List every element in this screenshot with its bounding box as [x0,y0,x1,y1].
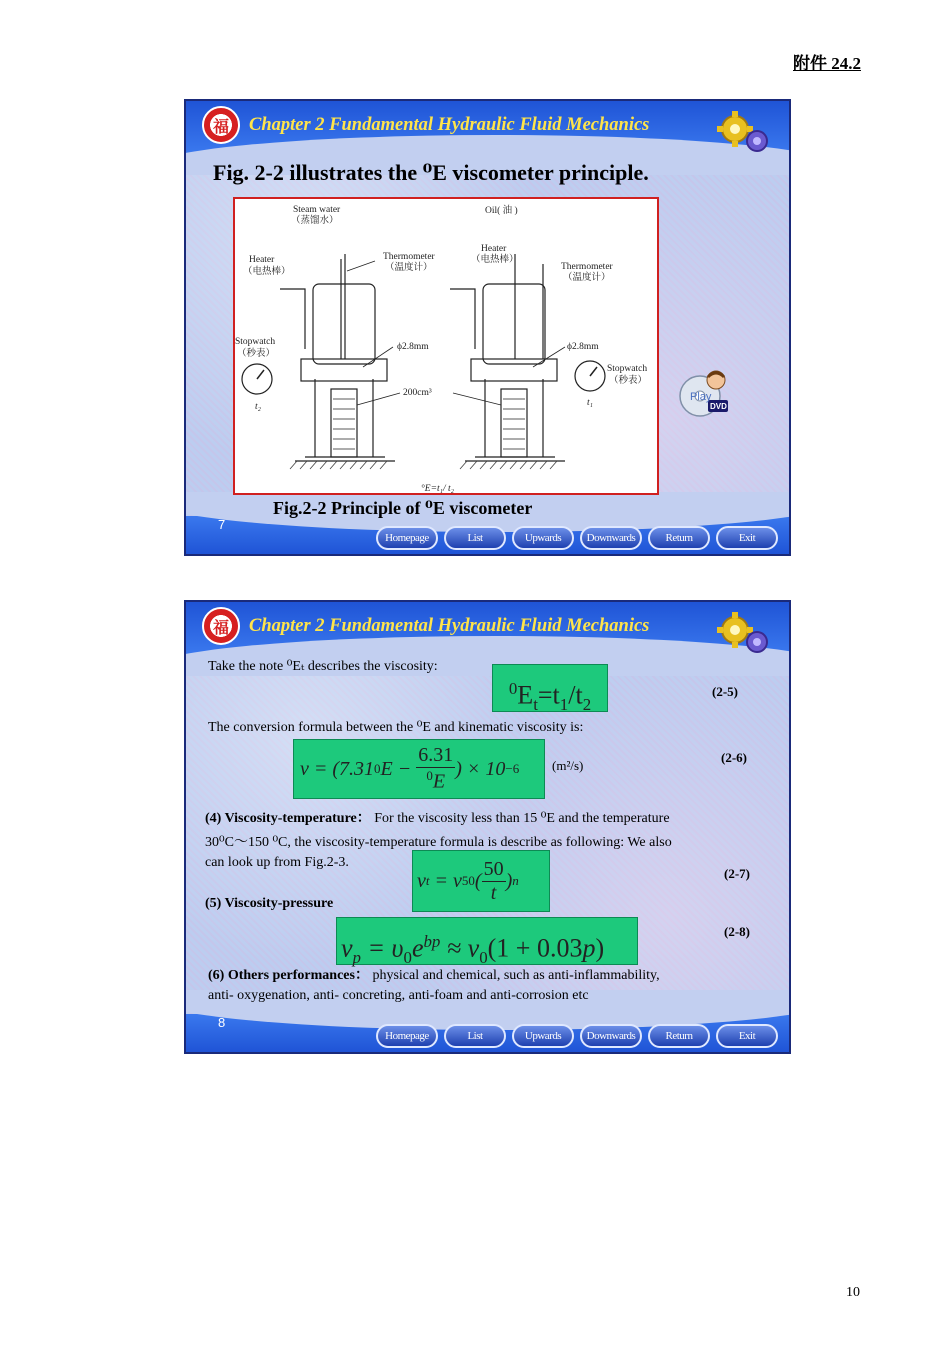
label-thermometer-right: Thermometer [561,262,613,272]
upwards-button[interactable]: Upwards [512,1024,574,1048]
return-button[interactable]: Return [648,1024,710,1048]
play-dvd-button[interactable] [676,366,730,422]
slide-heading: Fig. 2-2 illustrates the ⁰E viscometer principle. [213,160,649,185]
viscosity-temperature-line2: 30⁰C～150 ⁰C, the viscosity-temperature formula is describe as following: We also [205,835,672,850]
slide-title: Chapter 2 Fundamental Hydraulic Fluid Mechanics [249,616,650,636]
equation-label-2-8: (2-8) [724,924,750,939]
label-thermometer-right-cn: （温度计） [563,273,611,283]
other-performances-para [208,964,660,984]
unit-label: (m²/s) [552,758,584,773]
label-stopwatch-left: Stopwatch [235,337,276,347]
label-oil: Oil( 油 ) [485,206,518,216]
equation-2-8: $\nu_p = \upsilon_0e^{bp} \approx \nu_0(1 + 0.03p)$ [336,917,638,965]
equation-2-5: $^0E_t=t_1/t_2$ [492,664,608,712]
viscometer-figure [233,197,659,495]
list-button[interactable]: List [444,526,506,550]
other-performances-text: physical and chemical, such as anti-inflammability, [372,968,660,983]
upwards-button[interactable]: Upwards [512,526,574,550]
slide-7 [184,99,791,556]
dvd-play-label: Play [690,391,712,403]
slide-number: 7 [218,517,226,532]
university-logo: 福 [202,106,240,144]
conversion-line: The conversion formula between the ⁰E and kinematic viscosity is: [208,720,584,735]
intro-line: Take the note ⁰Eₜ describes the viscosity: [208,659,438,674]
equation-2-6: ν = (7.31 0 E − $\frac{6.31}{^0E}$ ) × 10 −6 [293,739,545,799]
equation-label-2-6: (2-6) [721,750,747,765]
viscosity-temperature-line3: can look up from Fig.2-3. [205,855,349,870]
equation-2-7: ν t = ν 50 ( $\frac{50}{t}$ ) n [412,850,550,912]
slide-8 [184,600,791,1054]
slide-navigation [376,1024,778,1048]
annex-label: 附件 24.2 [793,54,861,73]
viscosity-temperature-heading: (4) Viscosity-temperature： [205,811,371,826]
label-thermometer-left: Thermometer [383,252,435,262]
label-steam-water-cn: （蒸馏水） [291,216,339,226]
list-button[interactable]: List [444,1024,506,1048]
page-number: 10 [846,1285,860,1300]
return-button[interactable]: Return [648,526,710,550]
figure-caption: Fig.2-2 Principle of ⁰E viscometer [273,498,533,518]
label-diameter-right: ϕ2.8mm [567,342,599,352]
slide-title: Chapter 2 Fundamental Hydraulic Fluid Mechanics [249,115,650,135]
label-stopwatch-right: Stopwatch [607,364,648,374]
label-formula: °E=t₁/ t₂ [421,484,454,493]
label-volume: 200cm³ [403,388,432,398]
other-performances-line2: anti- oxygenation, anti- concreting, anti-foam and anti-corrosion etc [208,988,589,1003]
label-heater-left: Heater [249,255,275,265]
label-diameter-left: ϕ2.8mm [397,342,429,352]
viscosity-temperature-text: For the viscosity less than 15 ⁰E and the temperature [374,811,670,826]
label-heater-right-cn: （电热棒） [471,255,519,265]
label-heater-left-cn: （电热棒） [243,267,291,277]
label-heater-right: Heater [481,244,507,254]
label-t2: t₂ [255,402,261,412]
equation-label-2-5: (2-5) [712,684,738,699]
other-performances-heading: (6) Others performances： [208,968,369,983]
homepage-button[interactable]: Homepage [376,1024,438,1048]
university-logo: 福 [202,607,240,645]
downwards-button[interactable]: Downwards [580,1024,642,1048]
dvd-badge: DVD [710,402,727,411]
label-thermometer-left-cn: （温度计） [385,263,433,273]
slide-number: 8 [218,1015,226,1030]
viscosity-pressure-heading: (5) Viscosity-pressure [205,896,334,911]
exit-button[interactable]: Exit [716,526,778,550]
viscosity-temperature-para [205,807,670,827]
exit-button[interactable]: Exit [716,1024,778,1048]
label-stopwatch-left-cn: （秒表） [237,349,276,359]
gear-icon [713,109,773,155]
downwards-button[interactable]: Downwards [580,526,642,550]
homepage-button[interactable]: Homepage [376,526,438,550]
equation-label-2-7: (2-7) [724,866,750,881]
label-stopwatch-right-cn: （秒表） [609,376,648,386]
slide-navigation [376,526,778,550]
gear-icon [713,610,773,656]
label-t1: t₁ [587,398,593,408]
label-steam-water: Steam water [293,205,341,215]
